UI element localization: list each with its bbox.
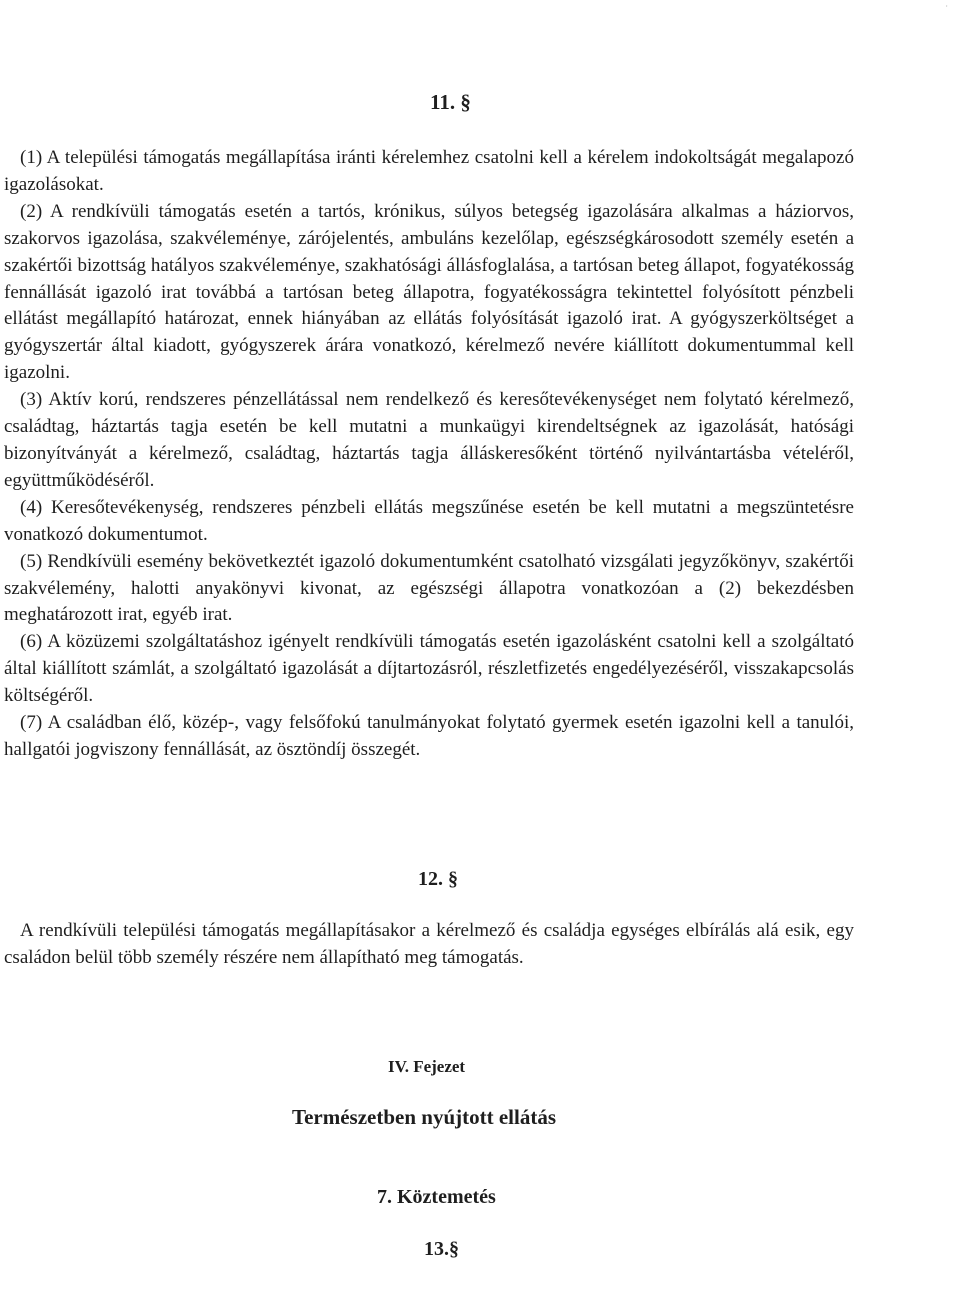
- section-11-paragraph-2: (2) A rendkívüli támogatás esetén a tartós, krónikus, súlyos betegség igazolására alkalmas a háziorvos, szakorvos igazolása, szakvéleménye, zárójelentés, ambuláns kezelőlap, egészségkárosodott személy esetén a szakértői bizottság hatályos szakvéleménye, szakhatósági állásfoglalása, a tartósan beteg állapot, fogyatékosság fennállását igazoló irat továbbá a tartósan beteg állapotra, fogyatékosságra tekintettel folyósított pénzbeli ellátást megállapító határozat, ennek hiányában az ellátás folyósítását igazoló irat. A gyógyszerköltséget a gyógyszertár által kiadott, gyógyszerek árára vonatkozó, kérelmező nevére kiállított dokumentummal kell igazolni.: [4, 200, 854, 384]
- chapter-number: IV. Fejezet: [388, 1057, 466, 1076]
- section-12-paragraph: A rendkívüli települési támogatás megállapításakor a kérelmező és családja egységes elbírálás alá esik, egy családon belül több személy részére nem állapítható meg támogatás.: [4, 920, 854, 968]
- section-11-paragraph-3: (3) Aktív korú, rendszeres pénzellátással nem rendelkező és keresőtevékenységet nem folytató kérelmező, családtag, háztartás tagja esetén be kell mutatni a munkaügyi kirendeltségnek az igazolását, hatósági bizonyítványát a kérelmező, családtag, háztartás tagja álláskeresőként történő nyilvántartásba vételéről, együttműködéséről.: [4, 389, 854, 491]
- section-11-body: [4, 145, 854, 764]
- section-12-body: [4, 918, 854, 972]
- page-corner-mark-icon: ·: [945, 2, 948, 11]
- chapter-title: Természetben nyújtott ellátás: [292, 1105, 557, 1129]
- section-11-paragraph-4: (4) Keresőtevékenység, rendszeres pénzbeli ellátás megszűnése esetén be kell mutatni a megszüntetésre vonatkozó dokumentumot.: [4, 496, 854, 545]
- section-11-paragraph-7: (7) A családban élő, közép-, vagy felsőfokú tanulmányokat folytató gyermek esetén igazolni kell a tanulói, hallgatói jogviszony fennállását, az ösztöndíj összegét.: [4, 712, 854, 760]
- section-12-heading: 12. §: [418, 868, 458, 890]
- section-11-heading: 11. §: [430, 90, 471, 114]
- subsection-title: 7. Köztemetés: [377, 1186, 496, 1208]
- section-13-heading: 13.§: [424, 1238, 459, 1260]
- section-11-paragraph-6: (6) A közüzemi szolgáltatáshoz igényelt rendkívüli támogatás esetén igazolásként csatolni kell a szolgáltató által kiállított számlát, a szolgáltató igazolását a díjtartozásról, részletfizetés engedélyezéséről, visszakapcsolás költségéről.: [4, 631, 854, 707]
- section-11-paragraph-1: (1) A települési támogatás megállapítása iránti kérelemhez csatolni kell a kérelem indokoltságát megalapozó igazolásokat.: [4, 147, 854, 195]
- section-11-paragraph-5: (5) Rendkívüli esemény bekövetkeztét igazoló dokumentumként csatolható vizsgálati jegyzőkönyv, szakértői szakvélemény, halotti anyakönyvi kivonat, az egészségi állapotra vonatkozóan a (2) bekezdésben meghatározott irat, egyéb irat.: [4, 550, 854, 626]
